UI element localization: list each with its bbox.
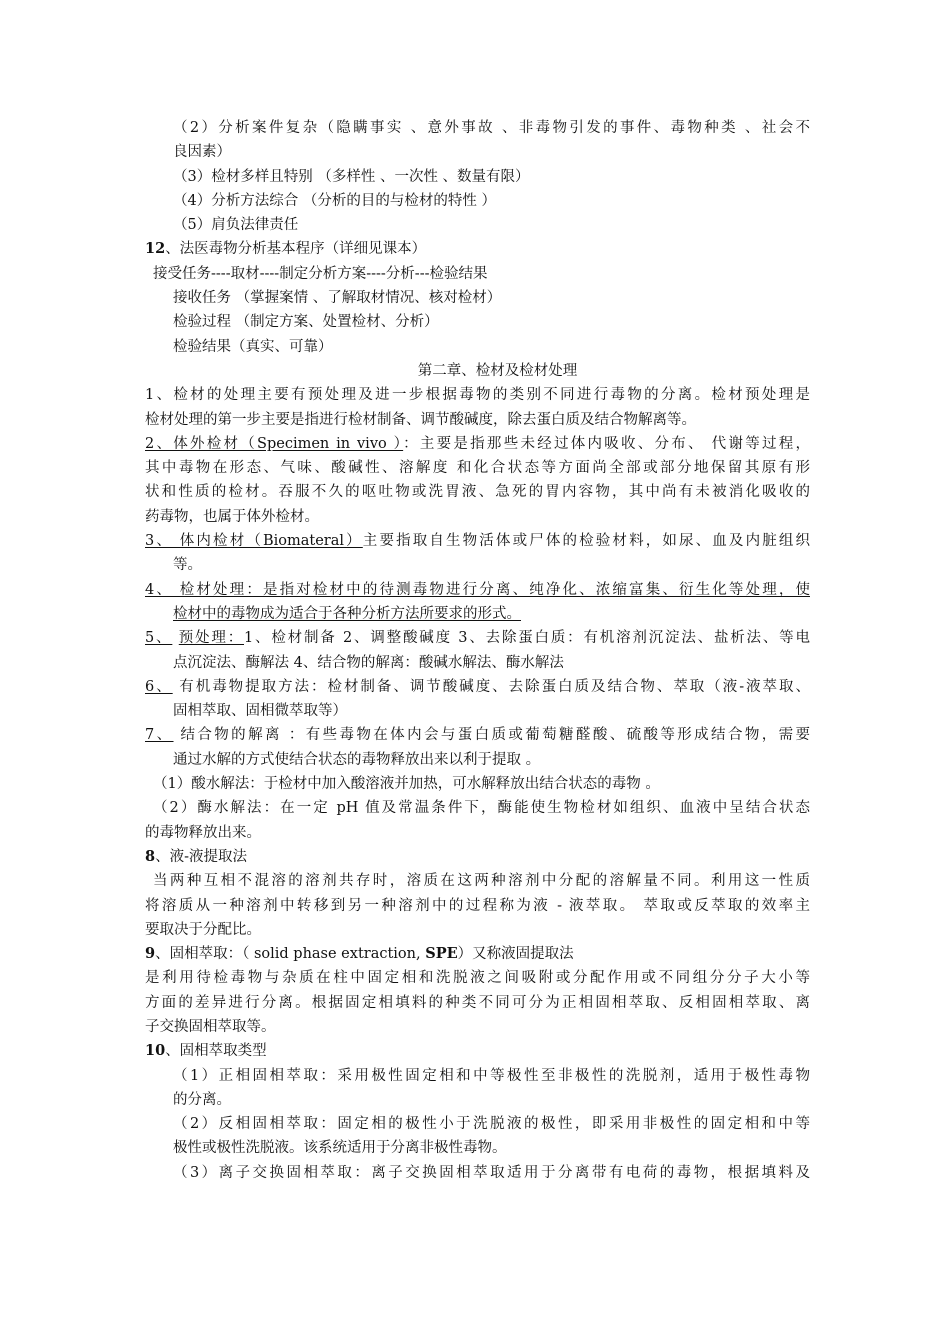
- text-line: 药毒物，也属于体外检材。: [145, 508, 319, 525]
- item-3-text: 主要指取自生物活体或尸体的检验材料，如尿、血及内脏组织: [362, 533, 810, 550]
- text-line: 固相萃取、固相微萃取等）: [173, 703, 347, 720]
- item-4-line: 检材中的毒物成为适合于各种分析方法所要求的形式。: [173, 605, 521, 622]
- text-line: （4）分析方法综合 （分析的目的与检材的特性 ）: [173, 192, 496, 209]
- heading-number: 12: [145, 240, 166, 258]
- heading-number: 9: [145, 945, 156, 963]
- item-2-line: [145, 432, 810, 456]
- item-number: 5、: [145, 630, 173, 647]
- text-line: （2）酶水解法：在一定 pH 值及常温条件下，酶能使生物检材如组织、血液中呈结合状态: [153, 800, 810, 817]
- heading-9: [145, 942, 810, 966]
- heading-text: 、固相萃取类型: [165, 1043, 267, 1060]
- text-line: 要取决于分配比。: [145, 921, 261, 938]
- text-line: 当两种互相不混溶的溶剂共存时，溶质在这两种溶剂中分配的溶解量不同。利用这一性质: [153, 873, 810, 890]
- heading-text: 、固相萃取：（ solid phase extraction,: [155, 946, 426, 963]
- item-6-text: 有机毒物提取方法：检材制备、调节酸碱度、去除蛋白质及结合物、萃取（液-液萃取、: [172, 678, 810, 695]
- text-line: 检材处理的第一步主要是指进行检材制备、调节酸碱度，除去蛋白质及结合物解离等。: [145, 411, 696, 428]
- text-line: 通过水解的方式使结合状态的毒物释放出来以利于提取 。: [173, 751, 541, 768]
- term-pretreatment: 预处理：: [178, 630, 244, 647]
- text-line: 接收任务 （掌握案情 、了解取材情况、核对检材）: [173, 290, 502, 307]
- text-line: 的分离。: [173, 1091, 231, 1108]
- item-5-line: [145, 626, 810, 650]
- text-line: 良因素）: [173, 144, 231, 161]
- heading-number: 10: [145, 1042, 166, 1060]
- term-in-vitro-specimen: 2、体外检材（Specimen in vivo ）: [145, 435, 404, 452]
- text-line: （1）正相固相萃取：采用极性固定相和中等极性至非极性的洗脱剂，适用于极性毒物: [173, 1067, 810, 1084]
- text-line: 接受任务----取材----制定分析方案----分析---检验结果: [153, 265, 488, 282]
- item-number: 6、: [145, 678, 173, 695]
- text-line: 将溶质从一种溶剂中转移到另一种溶剂中的过程称为液 - 液萃取。 萃取或反萃取的效率主: [145, 897, 810, 914]
- item-7-text: 结合物的解离 ：有些毒物在体内会与蛋白质或葡萄糖醛酸、硫酸等形成结合物，需要: [173, 727, 811, 744]
- item-number: 7、: [145, 727, 174, 744]
- text-line: 等。: [173, 557, 202, 574]
- text-line: 1、检材的处理主要有预处理及进一步根据毒物的类别不同进行毒物的分离。检材预处理是: [145, 387, 810, 404]
- item-4-line: 4、 检材处理：是指对检材中的待测毒物进行分离、纯净化、浓缩富集、衍生化等处理，使: [145, 581, 810, 598]
- item-5-text: 1、检材制备 2、调整酸碱度 3、去除蛋白质：有机溶剂沉淀法、盐析法、等电: [244, 630, 810, 647]
- text-line: 检验结果（真实、可靠）: [173, 338, 333, 355]
- heading-number: 8: [145, 847, 156, 865]
- heading-text: 、法医毒物分析基本程序（详细见课本）: [165, 241, 427, 258]
- text-line: 其中毒物在形态、气味、酸碱性、溶解度 和化合状态等方面尚全部或部分地保留其原有形: [145, 460, 810, 477]
- term-biomaterial: 3、 体内检材（Biomateral）: [145, 533, 363, 550]
- text-line: 状和性质的检材。吞服不久的呕吐物或洗胃液、急死的胃内容物，其中尚有未被消化吸收的: [145, 484, 810, 501]
- chapter-title: 第二章、检材及检材处理: [417, 362, 578, 379]
- heading-12: [145, 237, 810, 261]
- heading-8: [145, 845, 810, 869]
- item-3-line: [145, 529, 810, 553]
- abbrev-spe: SPE: [425, 945, 458, 963]
- item-7-line: [145, 723, 810, 747]
- text-line: （2）反相固相萃取：固定相的极性小于洗脱液的极性，即采用非极性的固定相和中等: [173, 1116, 810, 1133]
- text-line: （3）检材多样且特别 （多样性 、一次性 、数量有限）: [173, 168, 530, 185]
- text-line: 子交换固相萃取等。: [145, 1018, 276, 1035]
- text-line: 方面的差异进行分离。根据固定相填料的种类不同可分为正相固相萃取、反相固相萃取、离: [145, 994, 810, 1011]
- item-2-text: ：主要是指那些未经过体内吸收、分布、 代谢等过程，: [403, 435, 810, 452]
- text-line: （3）离子交换固相萃取：离子交换固相萃取适用于分离带有电荷的毒物，根据填料及: [173, 1164, 810, 1181]
- text-line: 是利用待检毒物与杂质在柱中固定相和洗脱液之间吸附或分配作用或不同组分分子大小等: [145, 970, 810, 987]
- text-line: 点沉淀法、酶解法 4、结合物的解离：酸碱水解法、酶水解法: [173, 654, 564, 671]
- item-6-line: [145, 675, 810, 699]
- heading-text: 、液-液提取法: [155, 848, 247, 865]
- section-11-continued: [145, 116, 810, 1185]
- text-line: （2）分析案件复杂（隐瞒事实 、意外事故 、非毒物引发的事件、毒物种类 、社会不: [173, 120, 810, 136]
- text-line: 的毒物释放出来。: [145, 824, 261, 841]
- heading-text: ）又称液固提取法: [457, 946, 574, 963]
- text-line: 检验过程 （制定方案、处置检材、分析）: [173, 314, 439, 331]
- heading-10: [145, 1039, 810, 1063]
- text-line: 极性或极性洗脱液。该系统适用于分离非极性毒物。: [173, 1140, 507, 1157]
- text-line: （1）酸水解法：于检材中加入酸溶液并加热，可水解释放出结合状态的毒物 。: [153, 776, 660, 793]
- text-line: （5）肩负法律责任: [173, 217, 299, 234]
